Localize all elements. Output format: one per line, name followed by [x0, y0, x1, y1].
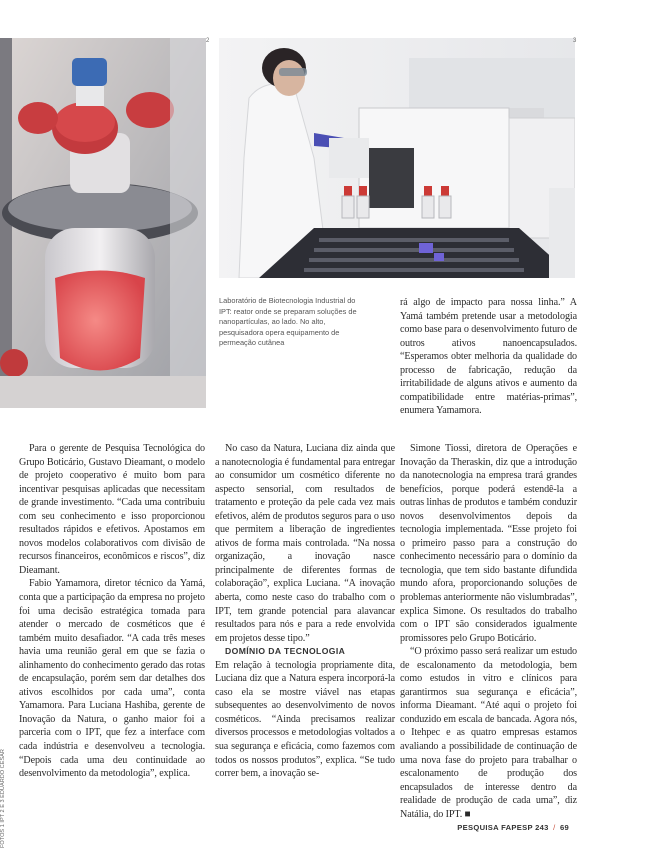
- divider-icon: /: [553, 823, 556, 832]
- paragraph: Simone Tiossi, diretora de Operações e Inovação da Theraskin, diz que a introdução da nanotecnologia na empresa trará grandes benefícios, porque poderá estendê-la a outras linhas de produtos e também conduzir novos desenvolvimentos depois da tecnologia implementada. “Esse projeto foi o primeiro passo para a construção do conhecimento necessário para o domínio da tecnologia, que tem sido bastante difundida mundo afora, proporcionando soluções de problemas anteriormente não vislumbradas”, explica Simone. Os resultados do trabalho com o IPT são considerados igualmente promissores pelo Grupo Boticário.: [400, 443, 577, 644]
- paragraph: No caso da Natura, Luciana diz ainda que a nanotecnologia é fundamental para entregar ao consumidor um cosmético diferente no aspecto sensorial, com resultados de tratamento e proteção da pele cada vez mais efetivos, além de produtos seguros para o uso que permitem a liberação de ingredientes ativos de forma mais controlada. “Na nossa organização, a inovação nasce principalmente de diferentes formas de colaboração”, explica Luciana. “A inovação aberta, como neste caso do trabalho com o IPT, tem grande potencial para alavancar resultados para nós e para a rede envolvida em projetos desse tipo.”: [215, 443, 395, 644]
- page-number: 69: [559, 823, 569, 832]
- section-heading: DOMÍNIO DA TECNOLOGIA: [225, 646, 346, 657]
- photo-number-right: 3: [573, 38, 577, 44]
- magazine-name: PESQUISA FAPESP 243: [457, 823, 549, 832]
- column-2: [215, 442, 395, 781]
- photo-credit: FOTOS 1 IPT 2 E 3 EDUARDO CESAR: [0, 749, 6, 848]
- paragraph: Fabio Yamamora, diretor técnico da Yamá, conta que a participação da empresa no projeto foi uma decisão estratégica tomada para atender o mercado de cosméticos que é também muito desafiador. “A cada três meses havia uma reunião geral em que se fazia o alinhamento do conhecimento gerado das rotas de encapsulação, porém sem dar detalhes dos ativos escolhidos por cada uma”, conta Yamamora. Para Luciana Hashiba, gerente de Inovação da Natura, o ganho maior foi a parceria com o IPT, que fez a interface com cada indústria e desenvolveu a tecnologia. “Depois cada uma deu continuidade ao desenvolvimento da metodologia”, explica.: [19, 578, 205, 780]
- reactor-photo: [0, 38, 206, 408]
- paragraph: rá algo de impacto para nossa linha.” A Yamá também pretende usar a metodologia como base para o desenvolvimento futuro de outros ativos nanoencapsulados. “Esperamos obter melhoria da qualidade do processo de fabricação, redução da irritabilidade de alguns ativos e aumento da compatibilidade entre matérias-primas”, enumera Yamamora.: [400, 297, 577, 417]
- paragraph: Em relação à tecnologia propriamente dita, Luciana diz que a Natura espera incorporá-la caso ela se mostre viável nas etapas subsequentes ao desenvolvimento de novos cosméticos. “Ainda precisamos realizar diversos processos e metodologias voltados a sua segurança e eficácia, como fazemos com todos os nossos produtos”, explica. “Se tudo correr bem, a inovação se-: [215, 659, 395, 780]
- paragraph: Para o gerente de Pesquisa Tecnológica do Grupo Boticário, Gustavo Dieamant, o modelo de projeto cooperativo é muito bom para incentivar pesquisas aplicadas que necessitam de grande investimento. “Cada uma contribuiu com seu conhecimento e isso proporcionou resultados rápidos e efetivos. Apostamos em novos modelos colaborativos com divisão de recursos financeiros, econômicos e riscos”, diz Dieamant.: [19, 443, 205, 576]
- lab-researcher-photo: [219, 38, 575, 278]
- paragraph: “O próximo passo será realizar um estudo de escalonamento da metodologia, bem como estudos in vitro e clínicos para garantirmos sua segurança e eficácia”, informa Dieamant. “Até aqui o projeto foi conduzido em escala de bancada. Agora nós, o Itehpec e as quatro empresas estamos avaliando a possibilidade de continuação de uma nova fase do projeto para trabalhar o escalonamento de produção dos encapsulados de interesse dentro da realidade de produção de cada uma”, diz Natália, do IPT. ■: [400, 646, 577, 820]
- column-3-top: [400, 296, 577, 418]
- photo-number-left: 2: [206, 38, 210, 44]
- page-footer: [457, 823, 569, 832]
- column-1: [19, 442, 205, 781]
- column-3: [400, 442, 577, 821]
- photo-caption: Laboratório de Biotecnologia Industrial do IPT: reator onde se preparam soluções de nanopartículas, ao lado. No alto, pesquisadora opera equipamento de permeação cutânea: [219, 296, 357, 348]
